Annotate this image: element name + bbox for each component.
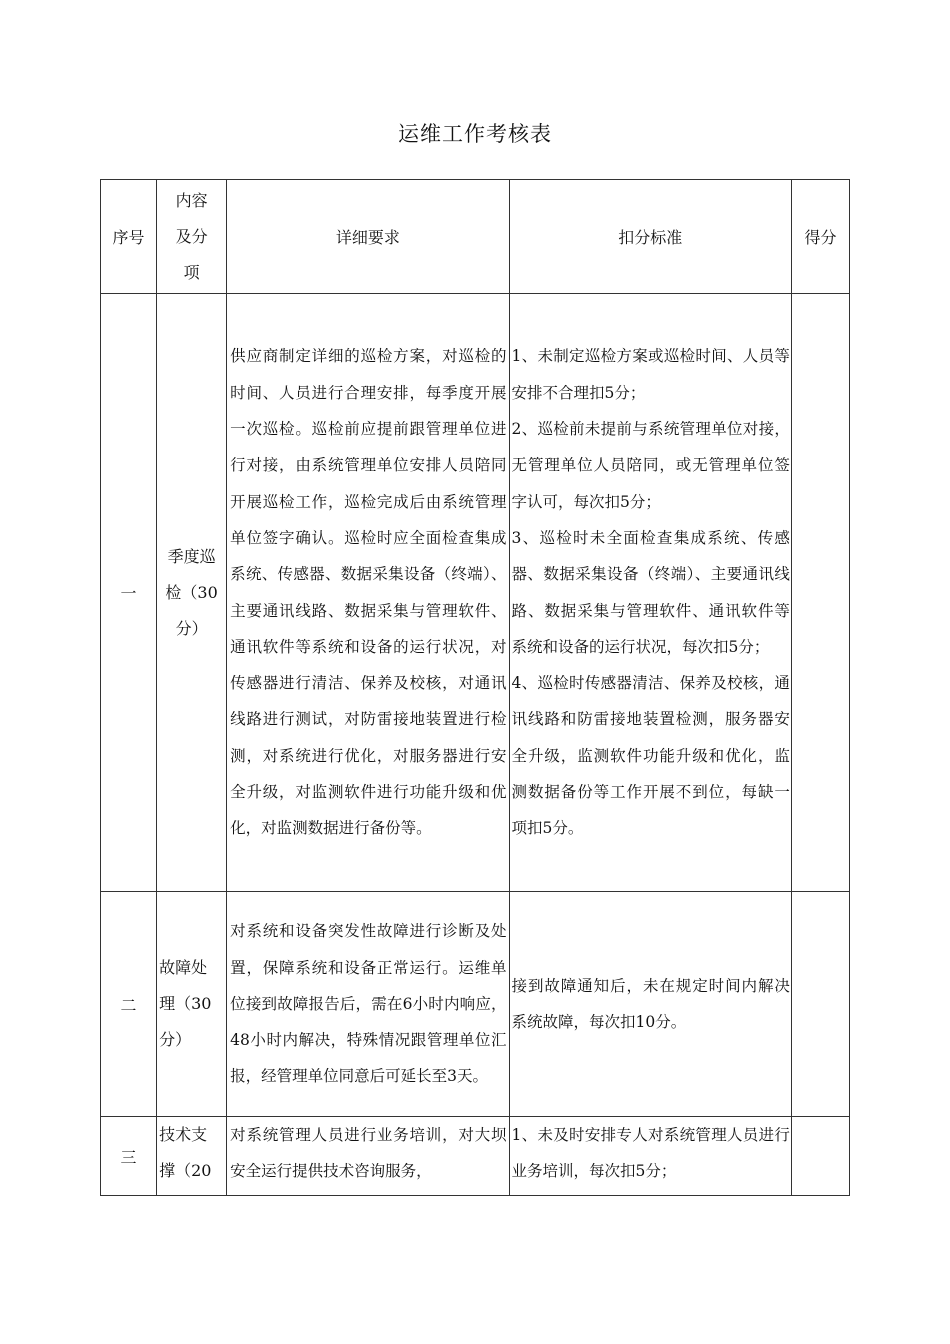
table-row xyxy=(101,892,850,1117)
deduction-item: 4、巡检时传感器清洁、保养及校核，通讯线路和防雷接地装置检测，服务器安全升级，监测软件功能升级和优化，监测数据备份等工作开展不到位，每缺一项扣5分。 xyxy=(511,674,790,838)
row-item-line: 理（30 xyxy=(159,994,212,1013)
table-row xyxy=(101,294,850,892)
row-requirement: 对系统和设备突发性故障进行诊断及处置，保障系统和设备正常运行。运维单位接到故障报告后，需在6小时内响应，48小时内解决，特殊情况跟管理单位汇报，经管理单位同意后可延长至3天。 xyxy=(227,892,509,1117)
header-item-line: 项 xyxy=(183,262,200,282)
deduction-item: 接到故障通知后，未在规定时间内解决系统故障，每次扣10分。 xyxy=(511,976,790,1031)
row-item xyxy=(157,892,227,1117)
row-seq: 三 xyxy=(101,1117,157,1196)
row-seq: 一 xyxy=(101,294,157,892)
row-requirement: 供应商制定详细的巡检方案，对巡检的时间、人员进行合理安排，每季度开展一次巡检。巡检前应提前跟管理单位进行对接，由系统管理单位安排人员陪同开展巡检工作，巡检完成后由系统管理单位签字确认。巡检时应全面检查集成系统、传感器、数据采集设备（终端）、主要通讯线路、数据采集与管理软件、通讯软件等系统和设备的运行状况，对传感器进行清洁、保养及校核，对通讯线路进行测试，对防雷接地装置进行检测，对系统进行优化，对服务器进行安全升级，对监测软件进行功能升级和优化，对监测数据进行备份等。 xyxy=(227,294,509,892)
row-item-line: 分） xyxy=(159,1030,192,1049)
table-row xyxy=(101,1117,850,1196)
row-item xyxy=(157,294,227,892)
row-deduction xyxy=(509,294,791,892)
deduction-item: 3、巡检时未全面检查集成系统、传感器、数据采集设备（终端）、主要通讯线路、数据采集与管理软件、通讯软件等系统和设备的运行状况，每次扣5分； xyxy=(511,528,790,656)
header-item xyxy=(157,180,227,294)
row-item-line: 撑（20 xyxy=(159,1161,212,1180)
row-item-line: 分） xyxy=(175,618,208,638)
row-deduction xyxy=(509,892,791,1117)
row-item-line: 季度巡 xyxy=(167,546,216,566)
header-item-line: 及分 xyxy=(175,226,208,246)
row-item-line: 故障处 xyxy=(159,958,208,977)
row-item-line: 技术支 xyxy=(159,1125,208,1144)
row-score xyxy=(791,1117,849,1196)
header-seq: 序号 xyxy=(101,180,157,294)
deduction-item: 1、未制定巡检方案或巡检时间、人员等安排不合理扣5分； xyxy=(511,347,790,402)
row-deduction xyxy=(509,1117,791,1196)
header-deduction: 扣分标准 xyxy=(509,180,791,294)
document-title: 运维工作考核表 xyxy=(398,122,552,146)
header-score: 得分 xyxy=(791,180,849,294)
row-score xyxy=(791,892,849,1117)
row-item-line: 检（30 xyxy=(165,582,218,602)
header-item-line: 内容 xyxy=(175,190,208,210)
table-header-row xyxy=(101,180,850,294)
row-score xyxy=(791,294,849,892)
row-seq: 二 xyxy=(101,892,157,1117)
row-item xyxy=(157,1117,227,1196)
deduction-item: 2、巡检前未提前与系统管理单位对接，无管理单位人员陪同，或无管理单位签字认可，每次扣5分； xyxy=(511,420,790,511)
row-requirement: 对系统管理人员进行业务培训，对大坝安全运行提供技术咨询服务， xyxy=(227,1117,509,1196)
assessment-table xyxy=(100,179,850,1196)
header-requirement: 详细要求 xyxy=(227,180,509,294)
deduction-item: 1、未及时安排专人对系统管理人员进行业务培训，每次扣5分； xyxy=(511,1126,790,1180)
